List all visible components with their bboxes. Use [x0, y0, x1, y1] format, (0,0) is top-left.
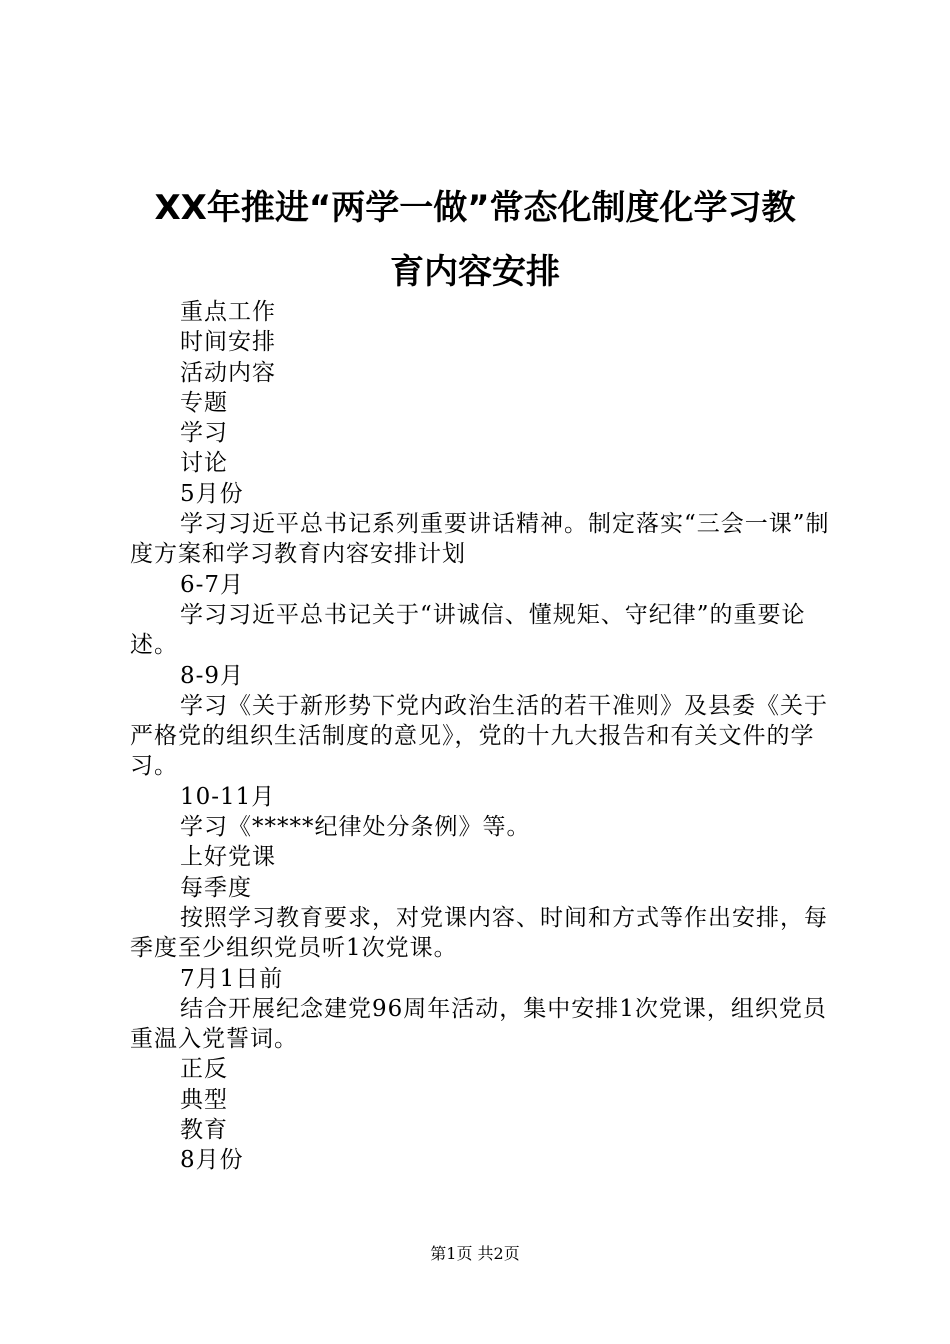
paragraph: 学习《*****纪律处分条例》等。 [180, 814, 531, 841]
document-title-line-1: XX年推进“两学一做”常态化制度化学习教 [154, 188, 796, 228]
paragraph: 8月份 [180, 1147, 244, 1174]
paragraph: 教育 [180, 1117, 228, 1144]
paragraph: 时间安排 [180, 329, 276, 356]
paragraph: 重点工作 [180, 299, 276, 325]
paragraph: 上好党课 [180, 844, 276, 871]
paragraph: 学习习近平总书记系列重要讲话精神。制定落实“三会一课”制度方案和学习教育内容安排计划 [130, 511, 830, 568]
paragraph: 7月1日前 [180, 965, 284, 992]
paragraph: 学习《关于新形势下党内政治生活的若干准则》及县委《关于严格党的组织生活制度的意见》，党的十九大报告和有关文件的学习。 [130, 692, 828, 780]
paragraph: 6-7月 [180, 571, 245, 598]
document-title-line-2: 育内容安排 [390, 252, 560, 292]
paragraph: 专题 [180, 389, 228, 416]
paragraph: 结合开展纪念建党96周年活动，集中安排1次党课，组织党员重温入党誓词。 [130, 995, 827, 1053]
paragraph: 8-9月 [180, 662, 245, 689]
paragraph: 每季度 [180, 874, 252, 901]
paragraph: 正反 [180, 1056, 228, 1083]
paragraph: 按照学习教育要求，对党课内容、时间和方式等作出安排，每季度至少组织党员听1次党课。 [130, 904, 828, 962]
paragraph: 10-11月 [180, 783, 276, 810]
paragraph: 活动内容 [180, 359, 276, 386]
page-footer: 第1页 共2页 [430, 1244, 520, 1263]
paragraph: 讨论 [180, 450, 228, 477]
paragraph: 学习 [180, 420, 228, 447]
document-body [130, 297, 830, 1176]
paragraph: 学习习近平总书记关于“讲诚信、懂规矩、守纪律”的重要论述。 [130, 601, 806, 659]
paragraph: 5月份 [180, 480, 244, 507]
paragraph: 典型 [180, 1086, 228, 1113]
